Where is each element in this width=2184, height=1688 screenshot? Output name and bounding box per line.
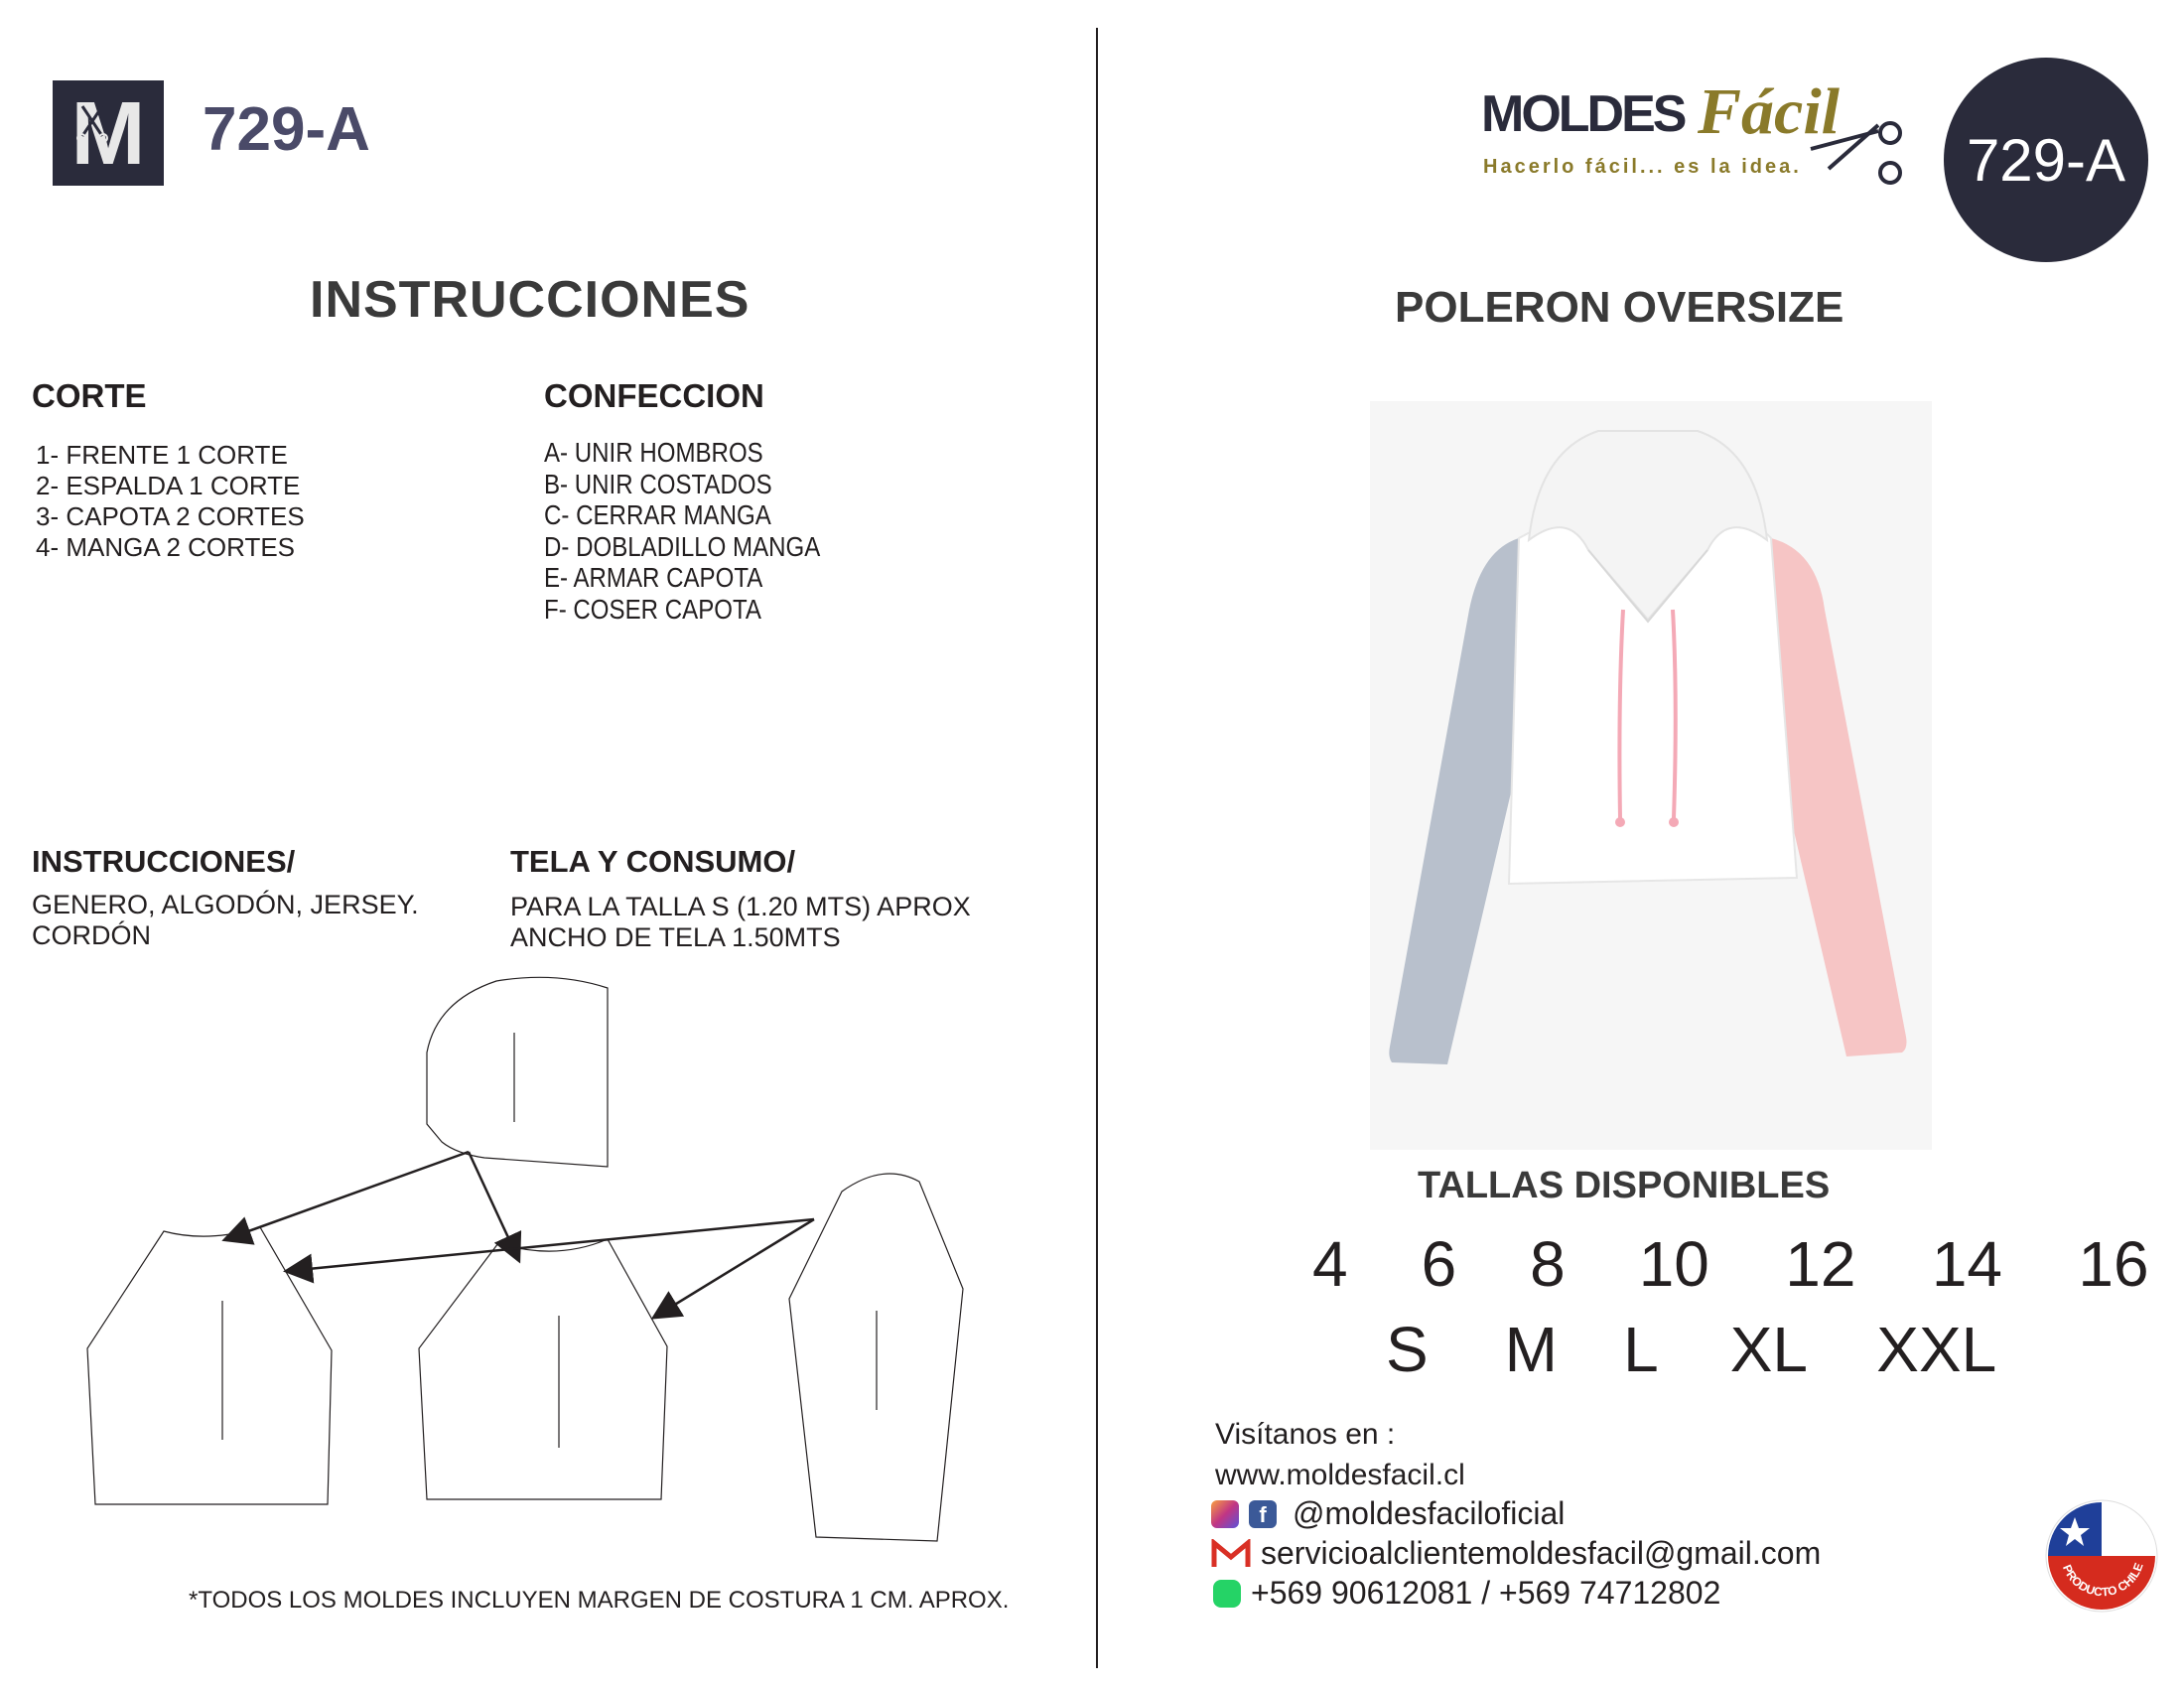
gmail-icon: [1211, 1539, 1251, 1569]
page-divider: [1096, 28, 1098, 1668]
confeccion-list: [544, 437, 820, 625]
instructions-title: INSTRUCCIONES: [310, 271, 751, 329]
corte-list: [36, 440, 305, 563]
sizes-heading: TALLAS DISPONIBLES: [1418, 1165, 1831, 1206]
brand-tagline: Hacerlo fácil... es la idea.: [1483, 156, 1802, 178]
hood-piece: [427, 977, 608, 1167]
list-item: E- ARMAR CAPOTA: [544, 562, 763, 593]
product-photo: [1370, 401, 1932, 1150]
front-piece: [87, 1227, 332, 1504]
list-item: 2- ESPALDA 1 CORTE: [36, 471, 301, 500]
size-option: 6: [1421, 1228, 1457, 1300]
list-item: A- UNIR HOMBROS: [544, 437, 763, 468]
size-option: L: [1623, 1314, 1659, 1385]
list-item: 1- FRENTE 1 CORTE: [36, 440, 288, 470]
list-item: F- COSER CAPOTA: [544, 593, 761, 625]
list-item: B- UNIR COSTADOS: [544, 468, 772, 499]
seam-allowance-note: *TODOS LOS MOLDES INCLUYEN MARGEN DE COSTURA 1 CM. APROX.: [189, 1587, 1010, 1614]
list-item: C- CERRAR MANGA: [544, 499, 771, 530]
corte-heading: CORTE: [32, 377, 147, 414]
social-row[interactable]: [1211, 1495, 1565, 1532]
numeric-sizes: [1312, 1227, 2167, 1301]
list-item: 3- CAPOTA 2 CORTES: [36, 501, 305, 531]
whatsapp-icon: [1213, 1580, 1241, 1608]
size-option: XXL: [1876, 1314, 1997, 1385]
size-option: 4: [1312, 1228, 1348, 1300]
size-option: XL: [1729, 1314, 1808, 1385]
confeccion-heading: CONFECCION: [544, 377, 764, 414]
facebook-icon: f: [1249, 1500, 1277, 1528]
social-handle: @moldesfaciloficial: [1293, 1495, 1566, 1531]
size-option: 14: [1931, 1228, 2002, 1300]
hoodie-illustration: [1370, 401, 1932, 1150]
letter-sizes: [1386, 1313, 2005, 1386]
phone-row[interactable]: [1213, 1575, 1720, 1612]
brand-name-part2: Fácil: [1698, 75, 1840, 148]
logo-letter: M: [70, 84, 146, 184]
size-option: 12: [1785, 1228, 1856, 1300]
email-address: servicioalclientemoldesfacil@gmail.com: [1261, 1535, 1822, 1571]
size-option: 8: [1530, 1228, 1566, 1300]
back-piece: [419, 1239, 667, 1499]
pattern-code: 729-A: [203, 95, 370, 164]
seal-text: PRODUCTO CHILE: [2060, 1561, 2146, 1600]
tela-line: PARA LA TALLA S (1.20 MTS) APROX: [510, 892, 971, 921]
list-item: 4- MANGA 2 CORTES: [36, 532, 296, 562]
phone-numbers: +569 90612081 / +569 74712802: [1251, 1575, 1721, 1611]
m-logo: [53, 80, 164, 186]
visit-label: Visítanos en :: [1215, 1418, 1396, 1451]
website-link[interactable]: www.moldesfacil.cl: [1215, 1459, 1465, 1491]
list-item: D- DOBLADILLO MANGA: [544, 530, 821, 562]
product-title: POLERON OVERSIZE: [1395, 283, 1844, 332]
size-option: S: [1386, 1314, 1429, 1385]
tela-heading: TELA Y CONSUMO/: [510, 844, 796, 879]
pattern-code-badge: 729-A: [1944, 58, 2148, 262]
genero-heading: INSTRUCCIONES/: [32, 844, 296, 879]
genero-line: GENERO, ALGODÓN, JERSEY.: [32, 890, 419, 919]
size-option: 16: [2078, 1228, 2149, 1300]
pattern-pieces-diagram: [0, 973, 1092, 1559]
moldes-facil-logo: [1481, 62, 1918, 191]
producto-chileno-seal: [2043, 1497, 2160, 1615]
tela-line: ANCHO DE TELA 1.50MTS: [510, 922, 841, 952]
email-row[interactable]: [1211, 1535, 1821, 1572]
size-option: M: [1504, 1314, 1558, 1385]
tela-text: [510, 892, 971, 953]
brand-name-part1: MOLDES: [1481, 85, 1685, 143]
genero-text: [32, 890, 419, 951]
genero-line: CORDÓN: [32, 920, 151, 950]
instagram-icon: [1211, 1500, 1239, 1528]
size-option: 10: [1638, 1228, 1709, 1300]
